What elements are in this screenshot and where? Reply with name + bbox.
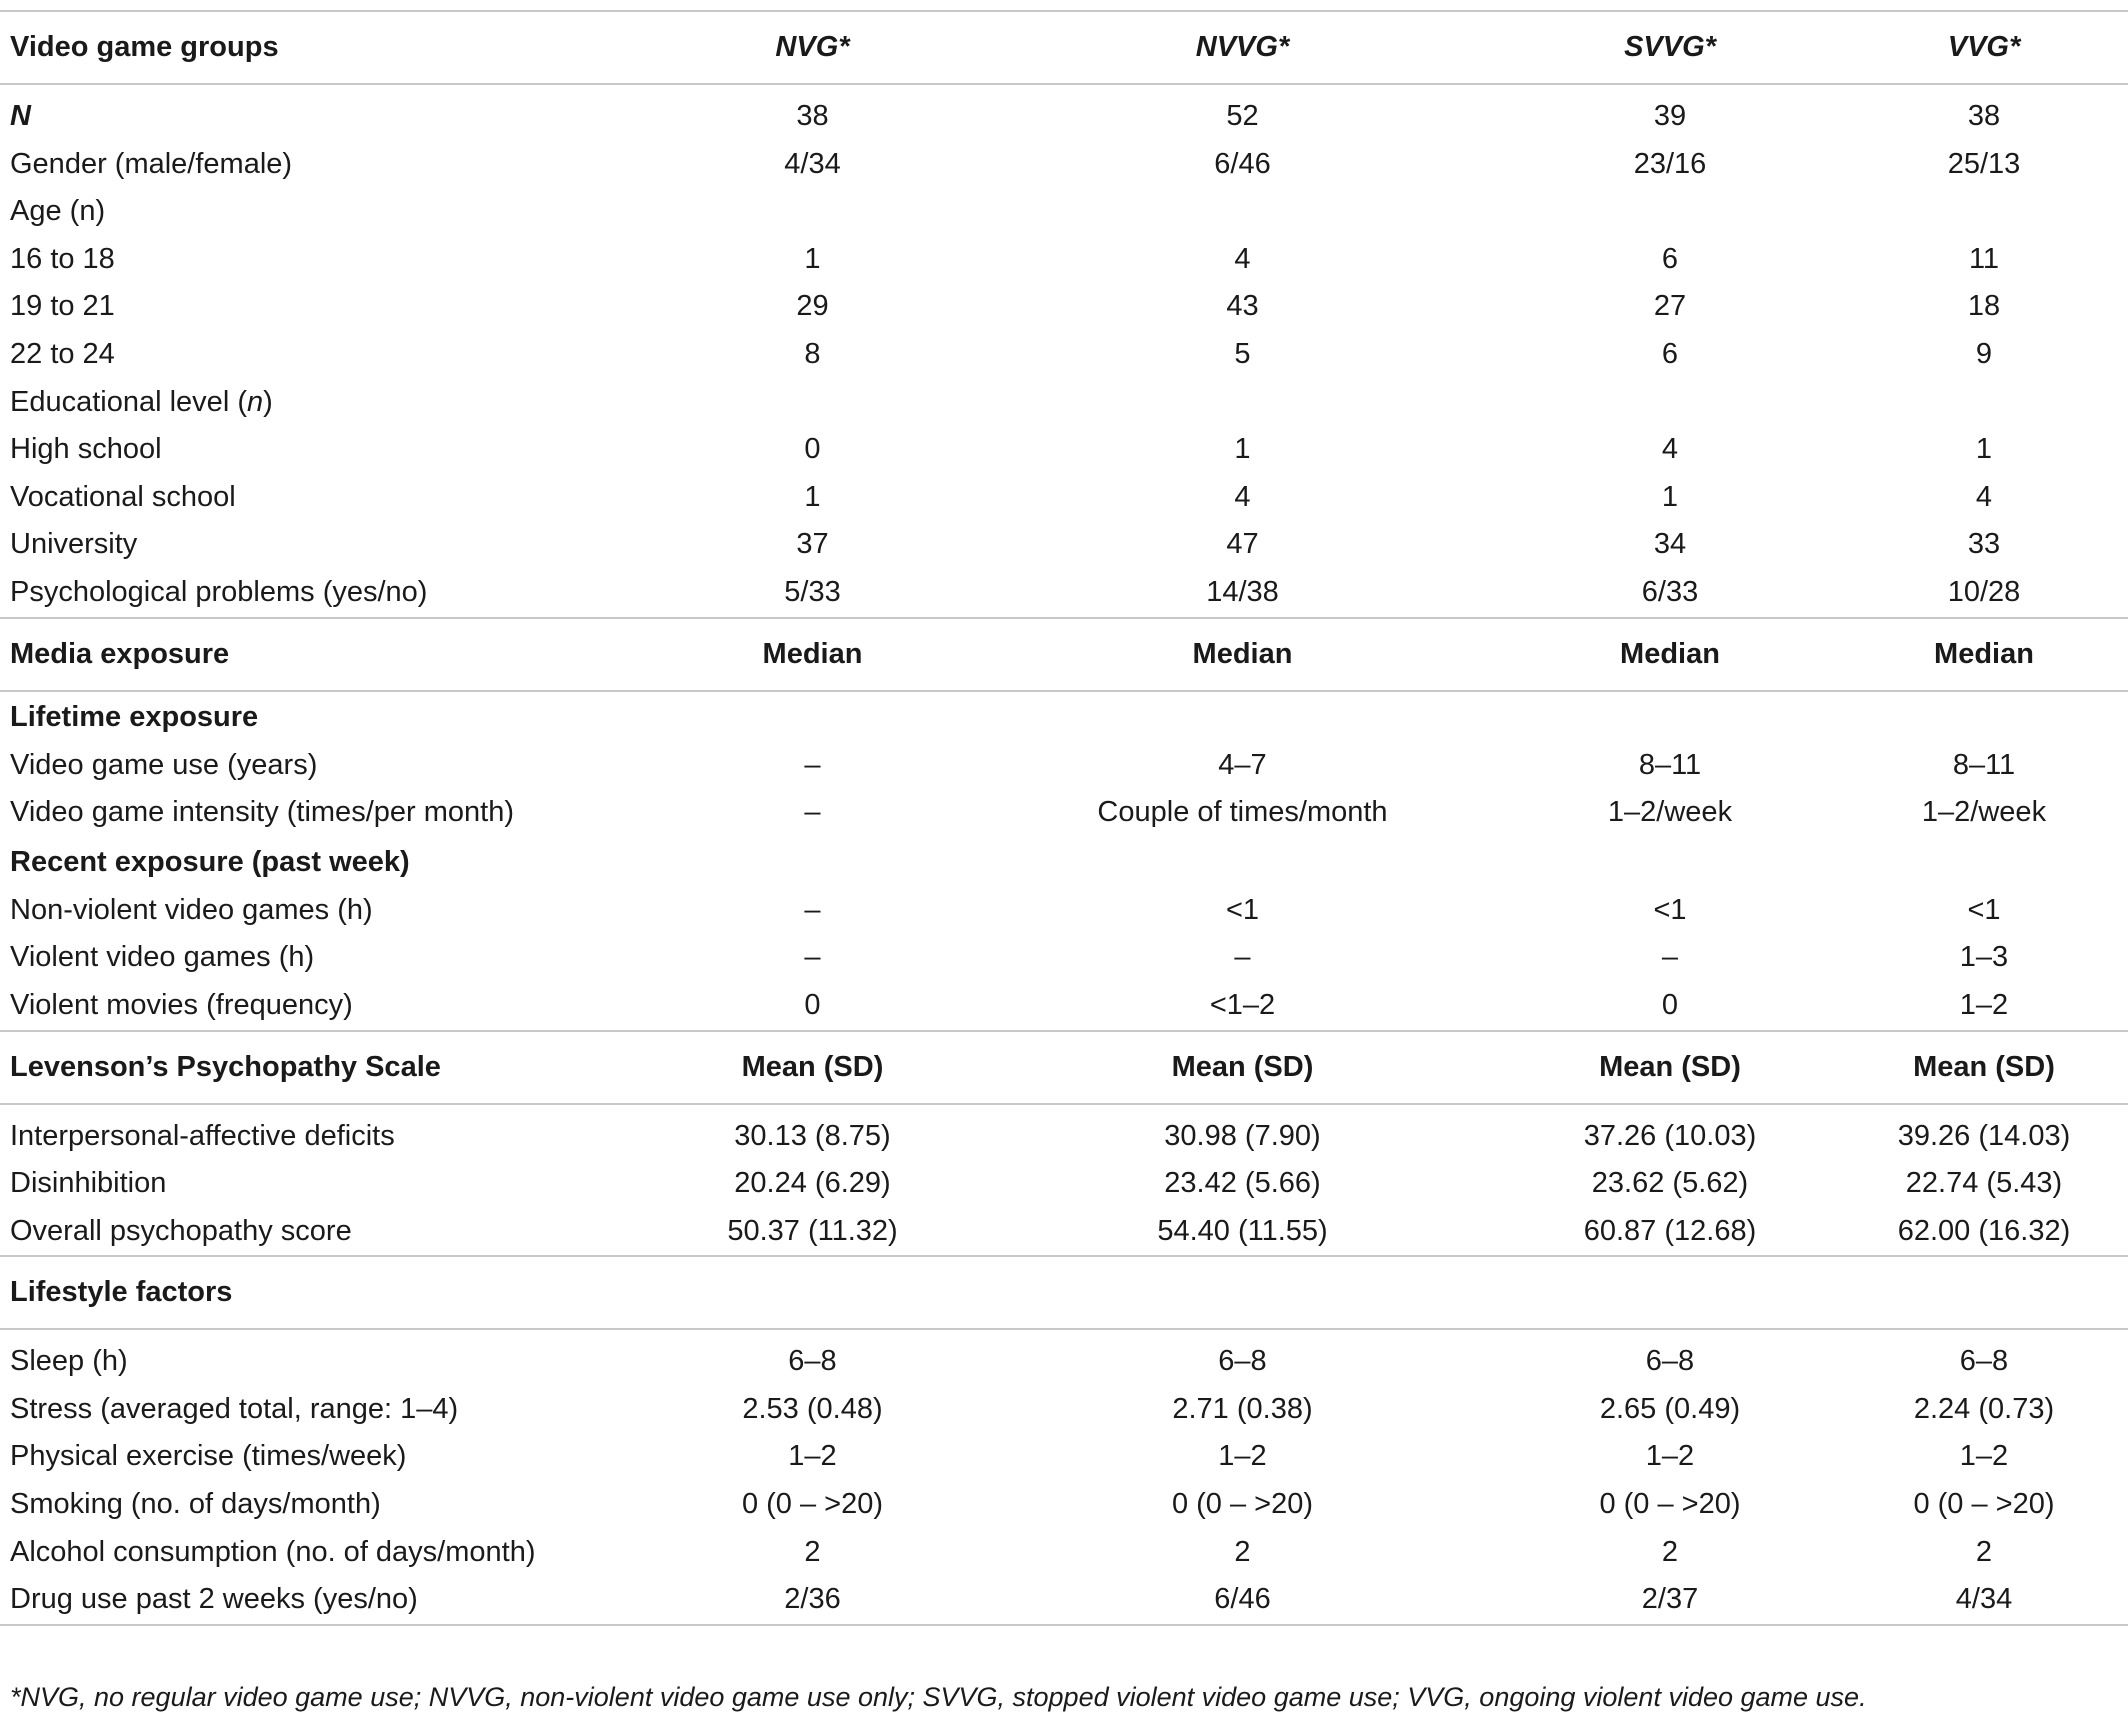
row-value: 2/37 <box>1500 1576 1840 1625</box>
subheader-stat: Median <box>985 618 1500 691</box>
section-label: Lifetime exposure <box>10 700 259 733</box>
table-row <box>0 1208 2128 1257</box>
table-row <box>0 188 2128 236</box>
row-value: 0 <box>804 433 821 466</box>
row-label: Psychological problems (yes/no) <box>10 575 428 608</box>
subheader-stat: Mean (SD) <box>985 1031 1500 1104</box>
media-exposure-header <box>0 618 2128 691</box>
row-label: Alcohol consumption (no. of days/month) <box>10 1535 536 1568</box>
row-value: 23/16 <box>1633 147 1707 180</box>
row-value: 54.40 (11.55) <box>1157 1214 1328 1247</box>
row-value: 2.65 (0.49) <box>1599 1392 1741 1425</box>
row-value: 39.26 (14.03) <box>1897 1119 2071 1152</box>
row-value: 30.13 (8.75) <box>734 1119 891 1152</box>
row-label <box>0 379 640 427</box>
row-value: 22.74 (5.43) <box>1905 1167 2063 1200</box>
row-value: 2 <box>1975 1535 1993 1568</box>
row-label-italic: n <box>246 385 264 418</box>
row-value: 6–8 <box>1645 1345 1695 1378</box>
row-value: 6/46 <box>985 1576 1500 1625</box>
row-value: – <box>1661 941 1679 974</box>
row-value: 6–8 <box>1218 1345 1267 1378</box>
row-label: Violent video games (h) <box>10 941 315 974</box>
header-group-vvg: VVG* <box>1840 11 2128 84</box>
row-value: 38 <box>796 100 829 132</box>
row-label: Physical exercise (times/week) <box>10 1440 407 1473</box>
lifestyle-header <box>0 1256 2128 1329</box>
table-row <box>0 1386 2128 1434</box>
row-label: 16 to 18 <box>10 242 115 275</box>
row-value: 39 <box>1653 100 1687 132</box>
row-value: 8–11 <box>1952 748 2016 781</box>
row-label: Violent movies (frequency) <box>10 988 353 1021</box>
row-value: 4 <box>1661 433 1679 466</box>
subheader-label: Media exposure <box>0 618 640 691</box>
table-row <box>0 1433 2128 1481</box>
table-header-row <box>0 11 2128 84</box>
row-label: Overall psychopathy score <box>10 1214 352 1247</box>
table-row <box>0 331 2128 379</box>
row-value: 1 <box>1661 480 1679 513</box>
row-value: 1–2/week <box>1921 796 2047 829</box>
table-row <box>0 84 2128 141</box>
row-value: 34 <box>1653 528 1687 561</box>
row-value: 23.42 (5.66) <box>1164 1167 1321 1200</box>
row-value <box>1840 188 2128 236</box>
row-label: N <box>10 100 31 132</box>
row-value: 20.24 (6.29) <box>734 1167 891 1200</box>
table-row <box>0 426 2128 474</box>
row-value: 38 <box>1967 100 2001 132</box>
table-row <box>0 521 2128 569</box>
row-label: Age (n) <box>10 195 106 228</box>
row-label: Stress (averaged total, range: 1–4) <box>10 1392 459 1425</box>
row-value: – <box>804 893 821 926</box>
row-value: 1–2 <box>1218 1440 1267 1473</box>
subheader-stat: Median <box>1500 618 1840 691</box>
row-value: 8–11 <box>1638 748 1702 781</box>
row-value: 5/33 <box>784 575 841 608</box>
table-row <box>0 474 2128 522</box>
header-group-nvvg: NVVG* <box>985 11 1500 84</box>
row-label-suffix: ) <box>263 385 273 418</box>
row-value <box>1500 188 1840 236</box>
table-row <box>0 1576 2128 1625</box>
row-value: 27 <box>1653 290 1687 323</box>
row-value: 60.87 (12.68) <box>1583 1214 1757 1247</box>
header-group-nvg: NVG* <box>640 11 985 84</box>
row-label: 22 to 24 <box>10 337 115 370</box>
row-value: 37 <box>796 528 829 561</box>
table-row <box>0 1481 2128 1529</box>
row-label: Smoking (no. of days/month) <box>10 1488 381 1521</box>
row-value: 1 <box>1234 433 1251 466</box>
row-value: 4 <box>1234 480 1251 513</box>
row-label: Gender (male/female) <box>10 147 293 180</box>
row-value: 0 (0 – >20) <box>1171 1488 1314 1521</box>
row-value: – <box>804 941 821 974</box>
row-value: 29 <box>796 290 829 323</box>
row-value: 6/46 <box>1214 147 1271 180</box>
row-label: Video game use (years) <box>10 748 318 781</box>
table-row <box>0 742 2128 790</box>
table-row <box>0 934 2128 982</box>
row-value <box>1840 379 2128 427</box>
row-value: 0 (0 – >20) <box>741 1488 884 1521</box>
table-body <box>0 11 2128 1625</box>
row-value: 6 <box>1661 242 1679 275</box>
subheader-stat: Median <box>640 618 985 691</box>
row-value: 47 <box>1226 528 1259 561</box>
row-value: 23.62 (5.62) <box>1591 1167 1749 1200</box>
row-value: 0 <box>804 988 821 1021</box>
row-value: 6–8 <box>788 1345 837 1378</box>
table-row <box>0 1329 2128 1386</box>
subheader-stat: Median <box>1840 618 2128 691</box>
row-label: Interpersonal-affective deficits <box>10 1119 395 1152</box>
row-value: <1–2 <box>1209 988 1276 1021</box>
row-label: Vocational school <box>10 480 236 513</box>
row-value: 0 (0 – >20) <box>1599 1488 1741 1521</box>
row-value: 1 <box>1975 433 1993 466</box>
row-value: 1–2 <box>1959 988 2009 1021</box>
row-value: 62.00 (16.32) <box>1897 1214 2071 1247</box>
header-label: Video game groups <box>0 11 640 84</box>
subheader-label: Levenson’s Psychopathy Scale <box>0 1031 640 1104</box>
row-value: 37.26 (10.03) <box>1583 1119 1757 1152</box>
row-value: 33 <box>1967 528 2001 561</box>
row-value: 50.37 (11.32) <box>727 1214 898 1247</box>
row-value: 1–2 <box>788 1440 837 1473</box>
row-value: 6–8 <box>1959 1345 2009 1378</box>
row-value: 4 <box>1975 480 1993 513</box>
table-row <box>0 887 2128 935</box>
row-value: 4–7 <box>1218 748 1267 781</box>
row-label: Sleep (h) <box>10 1345 128 1378</box>
row-value <box>640 188 985 236</box>
row-value: 2/36 <box>640 1576 985 1625</box>
row-value: 8 <box>804 337 821 370</box>
row-value: 30.98 (7.90) <box>1164 1119 1321 1152</box>
row-value: 2 <box>1234 1535 1251 1568</box>
row-value: 2.71 (0.38) <box>1172 1392 1313 1425</box>
row-value: – <box>804 748 821 781</box>
row-value: 14/38 <box>1206 575 1279 608</box>
row-value: 6 <box>1661 337 1679 370</box>
row-label-prefix: Educational level ( <box>10 385 247 418</box>
row-value: 2.53 (0.48) <box>742 1392 883 1425</box>
row-value: 4 <box>1234 242 1251 275</box>
table-row <box>0 982 2128 1031</box>
row-value: 1–3 <box>1959 941 2009 974</box>
table-row <box>0 1529 2128 1577</box>
row-value: 0 <box>1661 988 1679 1021</box>
table-row <box>0 569 2128 618</box>
table-row <box>0 789 2128 837</box>
row-value: 5 <box>1234 337 1251 370</box>
row-label: University <box>10 528 138 561</box>
row-label: Disinhibition <box>10 1167 167 1200</box>
header-group-svvg: SVVG* <box>1500 11 1840 84</box>
subheader-stat: Mean (SD) <box>1840 1031 2128 1104</box>
row-value: 25/13 <box>1947 147 2021 180</box>
row-value: 43 <box>1226 290 1259 323</box>
row-value: – <box>804 796 821 829</box>
row-value: 1–2 <box>1959 1440 2009 1473</box>
row-value <box>640 379 985 427</box>
row-value: 2.24 (0.73) <box>1913 1392 2055 1425</box>
row-value: 1–2 <box>1645 1440 1695 1473</box>
row-value: 10/28 <box>1947 575 2021 608</box>
row-value: 4/34 <box>1840 1576 2128 1625</box>
row-label: Video game intensity (times/per month) <box>10 796 514 829</box>
row-value: 6/33 <box>1641 575 1699 608</box>
row-value: 0 (0 – >20) <box>1913 1488 2055 1521</box>
row-value: Couple of times/month <box>1097 796 1388 829</box>
subheader-stat: Mean (SD) <box>640 1031 985 1104</box>
subheader-stat: Mean (SD) <box>1500 1031 1840 1104</box>
row-value: – <box>1234 941 1251 974</box>
table-row <box>0 1160 2128 1208</box>
row-value: 1 <box>804 242 821 275</box>
row-value: 11 <box>1968 242 2000 275</box>
row-label: High school <box>10 433 162 466</box>
row-value: <1 <box>1967 893 2001 926</box>
table-row <box>0 283 2128 331</box>
row-label: Drug use past 2 weeks (yes/no) <box>0 1576 640 1625</box>
demographics-table <box>0 10 2128 1626</box>
subheader-label: Lifestyle factors <box>0 1256 2128 1329</box>
table-row <box>0 141 2128 189</box>
row-value <box>985 379 1500 427</box>
row-label: 19 to 21 <box>10 290 115 323</box>
table-footnote: *NVG, no regular video game use; NVVG, non-violent video game use only; SVVG, stopped violent video game use; VVG, ongoing violent video game use. <box>10 1682 1867 1712</box>
row-value: <1 <box>1653 893 1687 926</box>
row-value: 9 <box>1975 337 1993 370</box>
lifetime-exposure-heading <box>0 691 2128 742</box>
section-label: Recent exposure (past week) <box>10 845 410 878</box>
recent-exposure-heading <box>0 837 2128 887</box>
row-value: 2 <box>1661 1535 1679 1568</box>
row-value: 4/34 <box>784 147 841 180</box>
table-row <box>0 236 2128 284</box>
row-label: Non-violent video games (h) <box>10 893 373 926</box>
row-value: 52 <box>1226 100 1259 132</box>
psychopathy-header <box>0 1031 2128 1104</box>
table-row <box>0 1104 2128 1161</box>
row-value <box>985 188 1500 236</box>
row-value: 2 <box>804 1535 821 1568</box>
table-row <box>0 379 2128 427</box>
row-value: 1–2/week <box>1607 796 1733 829</box>
row-value: 18 <box>1967 290 2001 323</box>
row-value: <1 <box>1225 893 1260 926</box>
row-value <box>1500 379 1840 427</box>
row-value: 1 <box>804 480 821 513</box>
